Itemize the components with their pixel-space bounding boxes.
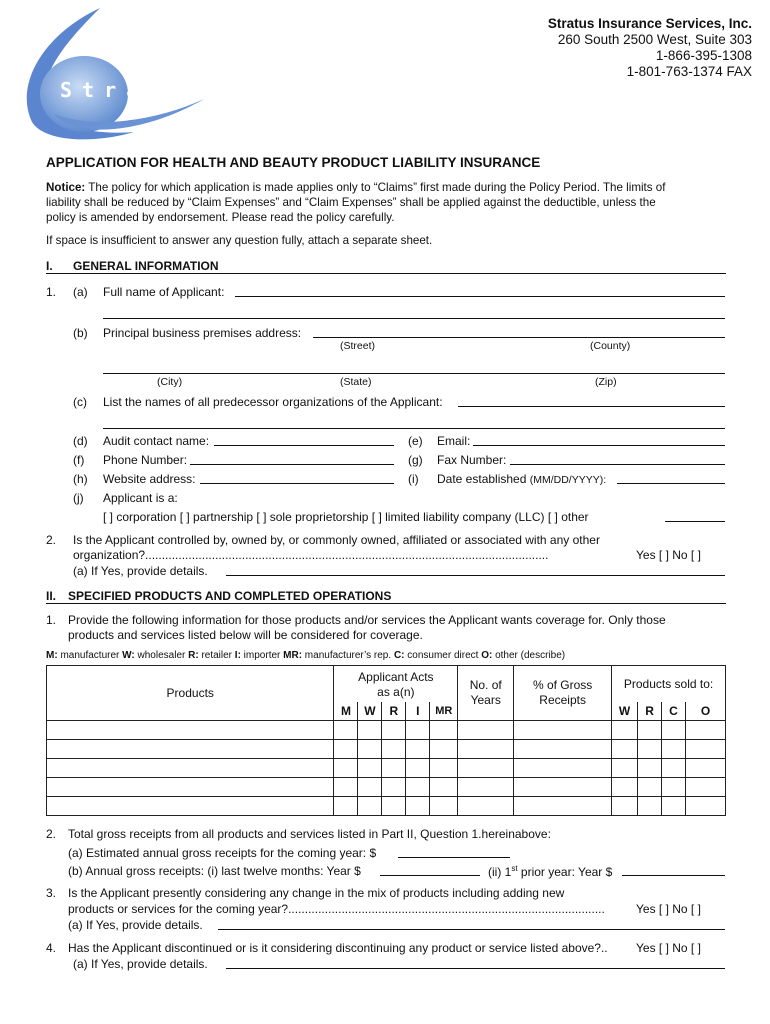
section-2-title: SPECIFIED PRODUCTS AND COMPLETED OPERATIONS — [68, 589, 392, 603]
col-products — [47, 666, 334, 721]
zip-caption: (Zip) — [595, 376, 617, 388]
q1i-label — [437, 472, 606, 486]
q1c-label: List the names of all predecessor organizations of the Applicant: — [103, 395, 443, 409]
company-name: Stratus Insurance Services, Inc. — [547, 16, 752, 31]
entity-other-field[interactable] — [665, 521, 725, 522]
s2-q1-line-2: products and services listed below will be considered for coverage. — [68, 628, 423, 642]
s2-q1-number: 1. — [46, 613, 57, 627]
sold-col-c: C — [662, 702, 686, 721]
legend-key-i: I: — [234, 650, 241, 661]
legend-text-w: wholesaler — [134, 650, 189, 661]
sold-col-r: R — [638, 702, 662, 721]
s2-q3a-label: (a) If Yes, provide details. — [68, 918, 203, 932]
page-title: APPLICATION FOR HEALTH AND BEAUTY PRODUCT LIABILITY INSURANCE — [46, 155, 541, 170]
applicant-name-field[interactable] — [235, 296, 725, 297]
s2-q2-number: 2. — [46, 827, 57, 841]
legend-text-o: other (describe) — [492, 650, 566, 661]
section-2-rule — [46, 603, 726, 604]
q1j-label: Applicant is a: — [103, 491, 178, 505]
notice-label: Notice: — [46, 181, 86, 194]
legend-text-c: consumer direct — [404, 650, 482, 661]
stratus-logo — [14, 4, 214, 144]
q1j-letter: (j) — [73, 491, 84, 505]
q1g-letter: (g) — [408, 453, 423, 467]
acts-header-line-1: Applicant Acts — [358, 670, 434, 684]
section-1-rule — [46, 273, 726, 274]
sold-to-header: Products sold to: — [623, 677, 714, 691]
acts-col-w: W — [358, 702, 382, 721]
q2-line-2: organization?......................................................................................................................... — [73, 548, 549, 562]
legend-key-o: O: — [481, 650, 493, 661]
website-field[interactable] — [200, 483, 394, 484]
legend-key-r: R: — [188, 650, 199, 661]
company-address: 260 South 2500 West, Suite 303 — [557, 32, 752, 47]
q1h-letter: (h) — [73, 472, 88, 486]
legend-text-i: importer — [240, 650, 284, 661]
company-phone: 1-866-395-1308 — [655, 48, 752, 63]
q3-details-field[interactable] — [218, 929, 725, 930]
date-established-label: Date established — [437, 472, 527, 486]
county-caption: (County) — [590, 340, 631, 352]
s2-q3-line-1: Is the Applicant presently considering any change in the mix of products including adding new — [68, 886, 565, 900]
predecessor-field-2[interactable] — [103, 428, 725, 429]
legend-text-m: manufacturer — [57, 650, 123, 661]
logo-text: Stratus — [60, 78, 215, 102]
q1b-label: Principal business premises address: — [103, 326, 302, 340]
state-caption: (State) — [340, 376, 372, 388]
q1-number: 1. — [46, 285, 57, 299]
city-caption: (City) — [157, 376, 183, 388]
table-row[interactable] — [47, 797, 726, 816]
predecessor-field[interactable] — [458, 406, 725, 407]
fax-field[interactable] — [510, 464, 725, 465]
s2-q2b-ii — [488, 864, 612, 879]
q1d-letter: (d) — [73, 434, 88, 448]
legend-key-m: M: — [46, 650, 58, 661]
s2-q1-line-1: Provide the following information for those products and/or services the Applicant wants coverage for. Only those — [68, 613, 666, 627]
q2-details-field[interactable] — [226, 575, 725, 576]
q1a-letter: (a) — [73, 285, 88, 299]
col-years — [458, 666, 514, 721]
premises-street-field[interactable] — [313, 337, 725, 338]
sold-col-w: W — [612, 702, 638, 721]
gross-header-line-2: Receipts — [539, 693, 586, 707]
prior-year-prefix: (ii) 1 — [488, 865, 512, 879]
notice-line-3: policy is amended by endorsement. Please read the policy carefully. — [46, 211, 395, 224]
s2-q4-line-1: Has the Applicant discontinued or is it considering discontinuing any product or service listed above?.. — [68, 941, 608, 955]
section-1-number: I. — [46, 259, 53, 273]
acts-col-mr: MR — [430, 702, 458, 721]
table-row[interactable] — [47, 778, 726, 797]
table-row[interactable] — [47, 740, 726, 759]
s2-q4-number: 4. — [46, 941, 57, 955]
premises-city-field[interactable] — [103, 373, 725, 374]
section-1-title: GENERAL INFORMATION — [73, 259, 219, 273]
section-2-number: II. — [46, 589, 57, 603]
q2-line-1: Is the Applicant controlled by, owned by, or commonly owned, affiliated or associated with any other — [73, 533, 600, 547]
years-header-line-1: No. of — [469, 678, 502, 692]
q1b-letter: (b) — [73, 326, 88, 340]
q1h-label: Website address: — [103, 472, 196, 486]
table-row[interactable] — [47, 759, 726, 778]
legend-text-mr: manufacturer’s rep. — [302, 650, 394, 661]
company-info — [548, 16, 752, 80]
col-gross — [514, 666, 612, 721]
q1g-label: Fax Number: — [437, 453, 507, 467]
last-twelve-months-field[interactable] — [380, 875, 480, 876]
acts-col-i: I — [406, 702, 430, 721]
table-header-row — [47, 666, 726, 703]
s2-q3-yes-no[interactable]: Yes [ ] No [ ] — [636, 902, 701, 916]
legend-text-r: retailer — [198, 650, 235, 661]
q2-yes-no[interactable]: Yes [ ] No [ ] — [636, 548, 701, 562]
q2-number: 2. — [46, 533, 57, 547]
years-header-line-2: Years — [470, 693, 501, 707]
date-format: (MM/DD/YYYY): — [529, 474, 607, 486]
col-sold-to — [612, 666, 726, 703]
notice-line-2: liability shall be reduced by “Claim Expenses” and “Claim Expenses” shall be applied against the deductible, unless the — [46, 196, 656, 209]
s2-q2-text: Total gross receipts from all products and services listed in Part II, Question 1.hereinabove: — [68, 827, 551, 841]
legend-key-w: W: — [122, 650, 135, 661]
prior-year-sup: st — [511, 864, 518, 873]
entity-type-options[interactable]: [ ] corporation [ ] partnership [ ] sole proprietorship [ ] limited liability company (LLC) [ ] other — [103, 510, 589, 524]
q1c-letter: (c) — [73, 395, 87, 409]
acts-header-line-2: as a(n) — [377, 685, 415, 699]
sold-col-o: O — [685, 702, 725, 721]
audit-contact-field[interactable] — [214, 445, 394, 446]
phone-field[interactable] — [190, 464, 394, 465]
col-applicant-acts — [334, 666, 458, 703]
insufficient-note: If space is insufficient to answer any question fully, attach a separate sheet. — [46, 234, 433, 247]
s2-q4-yes-no[interactable]: Yes [ ] No [ ] — [636, 941, 701, 955]
street-caption: (Street) — [340, 340, 376, 352]
gross-header-line-1: % of Gross — [532, 678, 593, 692]
acts-col-m: M — [334, 702, 358, 721]
q2a-label: (a) If Yes, provide details. — [73, 564, 208, 578]
q1d-label: Audit contact name: — [103, 434, 210, 448]
q1f-label: Phone Number: — [103, 453, 188, 467]
email-field[interactable] — [473, 445, 725, 446]
s2-q3-line-2: products or services for the coming year?............................................................................................... — [68, 902, 605, 916]
q1e-letter: (e) — [408, 434, 423, 448]
applicant-name-field-2[interactable] — [103, 318, 725, 319]
acts-col-r: R — [382, 702, 406, 721]
s2-q4a-label: (a) If Yes, provide details. — [73, 957, 208, 971]
q1e-label: Email: — [437, 434, 471, 448]
prior-year-label: prior year: Year $ — [517, 865, 613, 879]
notice-line-1 — [46, 181, 665, 194]
q1i-letter: (i) — [408, 472, 419, 486]
table-row[interactable] — [47, 721, 726, 740]
s2-q2a-label: (a) Estimated annual gross receipts for the coming year: $ — [68, 846, 377, 860]
q4-details-field[interactable] — [226, 968, 725, 969]
products-header: Products — [166, 686, 214, 700]
products-table — [46, 665, 726, 816]
company-fax: 1-801-763-1374 FAX — [626, 64, 752, 79]
q1f-letter: (f) — [73, 453, 85, 467]
notice-text-1: The policy for which application is made applies only to “Claims” first made during the Policy Period. The limits of — [85, 181, 666, 194]
prior-year-field[interactable] — [622, 875, 725, 876]
role-legend — [46, 650, 565, 661]
s2-q2b-label: (b) Annual gross receipts: (i) last twelve months: Year $ — [68, 864, 361, 878]
date-established-field[interactable] — [617, 483, 725, 484]
legend-key-mr: MR: — [283, 650, 303, 661]
legend-key-c: C: — [393, 650, 405, 661]
estimated-receipts-field[interactable] — [398, 857, 510, 858]
q1a-label: Full name of Applicant: — [103, 285, 225, 299]
s2-q3-number: 3. — [46, 886, 57, 900]
